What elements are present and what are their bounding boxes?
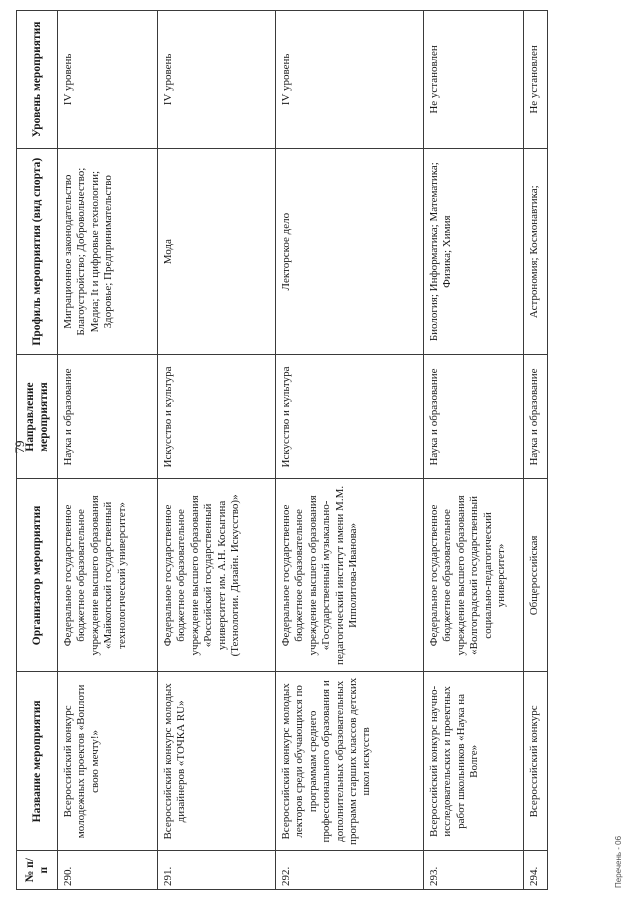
table-row — [58, 11, 158, 890]
table-row — [524, 11, 548, 890]
cell-direction: Наука и образование — [524, 355, 548, 479]
cell-profile: Лекторское дело — [276, 148, 424, 355]
cell-name: Всероссийский конкурс — [524, 672, 548, 851]
header-profile: Профиль мероприятия (вид спорта) — [17, 148, 58, 355]
cell-num: 293. — [424, 851, 524, 890]
events-table — [16, 10, 548, 890]
cell-direction: Наука и образование — [58, 355, 158, 479]
header-name: Название мероприятия — [17, 672, 58, 851]
footer-note: Перечень - 06 — [614, 835, 623, 888]
cell-organizer: Федеральное государственное бюджетное образовательное учреждение высшего образования «Майкопский государственный технологический университет» — [58, 479, 158, 672]
cell-direction: Наука и образование — [424, 355, 524, 479]
header-organizer: Организатор мероприятия — [17, 479, 58, 672]
cell-num: 292. — [276, 851, 424, 890]
table-row — [158, 11, 276, 890]
cell-organizer: Федеральное государственное бюджетное образовательное учреждение высшего образования «Российский государственный университет им. А.Н. Косыгина (Технологии. Дизайн. Искусство)» — [158, 479, 276, 672]
cell-profile: Миграционное законодательство Благоустройство; Добровольчество; Медиа; It и цифровые технологии; Здоровье; Предпринимательство — [58, 148, 158, 355]
cell-direction: Искусство и культура — [276, 355, 424, 479]
cell-level: IV уровень — [158, 11, 276, 149]
cell-direction: Искусство и культура — [158, 355, 276, 479]
table-header-row — [17, 11, 58, 890]
cell-name: Всероссийский конкурс молодежных проектов «Воплоти свою мечту!» — [58, 672, 158, 851]
cell-profile: Мода — [158, 148, 276, 355]
cell-level: Не установлен — [524, 11, 548, 149]
cell-organizer: Федеральное государственное бюджетное образовательное учреждение высшего образования «Волгоградский государственный социально-педагогический университет» — [424, 479, 524, 672]
cell-num: 291. — [158, 851, 276, 890]
cell-level: Не установлен — [424, 11, 524, 149]
table-row — [424, 11, 524, 890]
cell-name: Всероссийский конкурс научно-исследовательских и проектных работ школьников «Наука на Волге» — [424, 672, 524, 851]
cell-level: IV уровень — [276, 11, 424, 149]
header-num: № п/п — [17, 851, 58, 890]
cell-num: 294. — [524, 851, 548, 890]
table-row — [276, 11, 424, 890]
cell-name: Всероссийский конкурс молодых лекторов среди обучающихся по программам среднего профессионального образования и дополнительных образовательных программ старших классов детских школ искусств — [276, 672, 424, 851]
page-number: 79 — [12, 440, 27, 454]
header-direction: Направление мероприятия — [17, 355, 58, 479]
cell-name: Всероссийский конкурс молодых дизайнеров «ТОЧКА RU» — [158, 672, 276, 851]
header-level: Уровень мероприятия — [17, 11, 58, 149]
cell-profile: Астрономия; Космонавтика; — [524, 148, 548, 355]
cell-profile: Биология; Информатика; Математика; Физика; Химия — [424, 148, 524, 355]
cell-num: 290. — [58, 851, 158, 890]
cell-level: IV уровень — [58, 11, 158, 149]
cell-organizer: Общероссийская — [524, 479, 548, 672]
cell-organizer: Федеральное государственное бюджетное образовательное учреждение высшего образования «Государственный музыкально-педагогический институт имени М.М. Ипполитова-Иванова» — [276, 479, 424, 672]
